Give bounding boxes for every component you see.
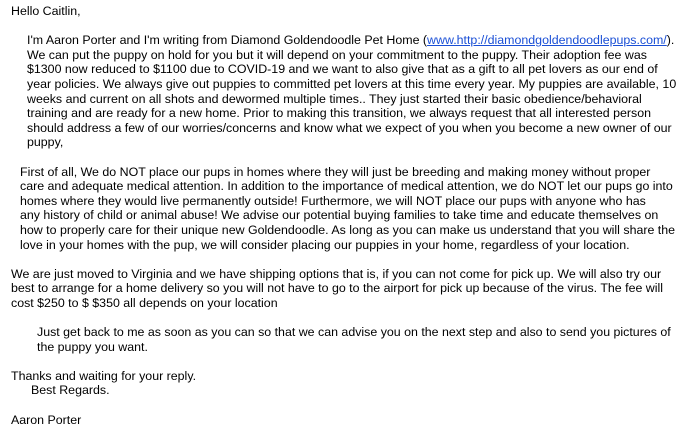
- policy-text-part2: any history of child or animal abuse! We advise our potential buying families to take time and educate themselves on how to properly care for their unique new Goldendoodle. As long as you can make us understand that you will share the love in your homes with the pup, we will consider placing our puppies in your home, regardless of your location.: [20, 208, 676, 252]
- intro-text-after-link: ). We can put the puppy on hold for you but it will depend on your commitment to the puppy. Their adoption fee was $1300 now reduced to $1100 due to COVID-19 and we want to also give that as a gift to all pet lovers as our end of year policies. We always give out puppies to committed pet lovers at this time every year. My puppies are available, 10 weeks and current on all shots and dewormed multiple times.. They just started their basic obedience/behavioral training and are ready for a new home. Prior to making this transition, we always request that all interested person should address a few of our worries/concerns and know what we expect of you when you become a new owner of our puppy,: [27, 33, 677, 150]
- spacer: [11, 150, 677, 165]
- spacer: [11, 310, 677, 325]
- followup-paragraph: Just get back to me as soon as you can so that we can advise you on the next step and also to send you pictures of the puppy you want.: [37, 325, 671, 354]
- signature: Aaron Porter: [11, 412, 82, 427]
- policy-paragraph: [11, 165, 677, 253]
- website-link[interactable]: www.http://diamondgoldendoodlepups.com/: [427, 33, 667, 48]
- shipping-paragraph: We are just moved to Virginia and we have shipping options that is, if you can not come for pick up. We will also try our best to arrange for a home delivery so you will not have to go to the airport for pick up because of the virus. The fee will cost $250 to $ $350 all depends on your location: [11, 266, 664, 310]
- policy-text-part1: First of all, We do NOT place our pups in homes where they will just be breeding and making money without proper care and adequate medical attention. In addition to the importance of medical attention, we do NOT let our pups go into homes where they would live permanently outside! Furthermore, we will NOT place our pups with anyone who has: [20, 164, 673, 208]
- greeting: Hello Caitlin,: [11, 4, 81, 18]
- intro-text-before-link: I'm Aaron Porter and I'm writing from Diamond Goldendoodle Pet Home (: [27, 33, 428, 48]
- spacer: [11, 19, 677, 34]
- spacer: [11, 252, 677, 267]
- intro-paragraph: [11, 33, 677, 150]
- spacer: [11, 398, 677, 413]
- regards-line: Best Regards.: [31, 383, 110, 398]
- spacer: [11, 354, 677, 369]
- closing-line: Thanks and waiting for your reply.: [11, 368, 197, 383]
